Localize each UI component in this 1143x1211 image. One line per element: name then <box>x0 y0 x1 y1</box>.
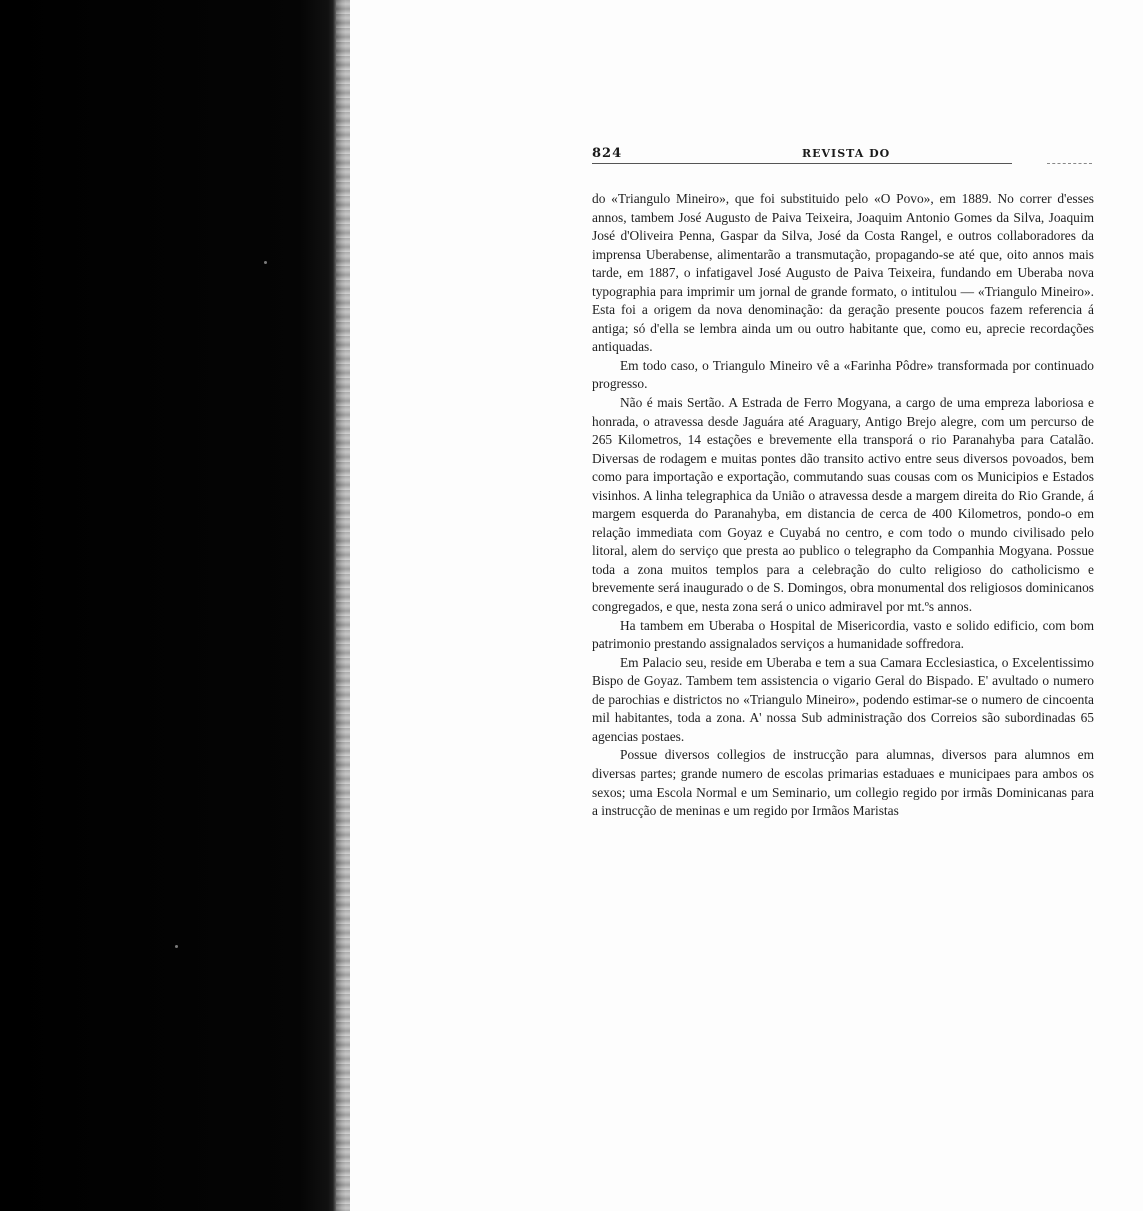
paragraph: do «Triangulo Mineiro», que foi substituido pelo «O Povo», em 1889. No correr d'esses annos, tambem José Augusto de Paiva Teixeira, Joaquim Antonio Gomes da Silva, Joaquim José d'Oliveira Penna, Gaspar da Silva, José da Costa Rangel, e outros collaboradores da imprensa Uberabense, alimentarão a transmutação, propagando-se até que, oito annos mais tarde, em 1887, o infatigavel José Augusto de Paiva Teixeira, fundando em Uberaba nova typographia para imprimir um jornal de grande formato, o intitulou — «Triangulo Mineiro». Esta foi a origem da nova denominação: da geração presente poucos fazem referencia á antiga; só d'ella se lembra ainda um ou outro habitante que, como eu, aprecie recordações antiquadas. <box>592 191 1094 355</box>
page-number: 824 <box>592 146 623 161</box>
paragraph: Não é mais Sertão. A Estrada de Ferro Mogyana, a cargo de uma empreza laboriosa e honrada, o atravessa desde Jaguára até Araguary, Antigo Brejo alegre, com um percurso de 265 Kilometros, 14 estações e brevemente ella transporá o rio Paranahyba para Catalão. Diversas de rodagem e muitas pontes dão transito activo entre seus diversos povoados, bem como para importação e exportação, commutando suas cousas com os Municipios e Estados visinhos. A linha telegraphica da União o atravessa desde a margem direita do Rio Grande, á margem esquerda do Paranahyba, em distancia de cerca de 400 Kilometros, pondo-o em relação immediata com Goyaz e Cuyabá no centro, e com todo o mundo civilisado pelo litoral, alem do serviço que presta ao publico o telegrapho da Companhia Mogyana. Possue toda a zona muitos templos para a celebração do culto religioso do catholicismo e brevemente será inaugurado o de S. Domingos, obra monumental dos religiosos dominicanos congregados, e que, nesta zona será o unico admiravel por mt.ºs annos. <box>592 395 1094 615</box>
paragraph: Ha tambem em Uberaba o Hospital de Misericordia, vasto e solido edificio, com bom patrimonio prestando assignalados serviços a humanidade soffredora. <box>592 617 1094 652</box>
paragraph: Em todo caso, o Triangulo Mineiro vê a «Farinha Pôdre» transformada por continuado progresso. <box>592 357 1094 392</box>
header-rule <box>592 163 1012 164</box>
paper-speck <box>175 945 178 948</box>
paragraph: Em Palacio seu, reside em Uberaba e tem a sua Camara Ecclesiastica, o Excelentissimo Bispo de Goyaz. Tambem tem assistencia o vigario Geral do Bispado. E' avultado o numero de parochias e districtos no «Triangulo Mineiro», podendo estimar-se o numero de cincoenta mil habitantes, toda a zona. A' nossa Sub administração dos Correios são subordinadas 65 agencias postaes. <box>592 654 1094 744</box>
body-text <box>592 190 1094 821</box>
scanner-shadow <box>0 0 336 1211</box>
text-page <box>592 146 1094 821</box>
page-edge-strip <box>336 0 350 1211</box>
header-rule-dash <box>1047 163 1092 165</box>
paper-speck <box>264 261 267 264</box>
running-head: REVISTA DO <box>802 147 891 160</box>
paragraph: Possue diversos collegios de instrucção para alumnas, diversos para alumnos em diversas partes; grande numero de escolas primarias estaduaes e municipaes para ambos os sexos; uma Escola Normal e um Seminario, um collegio regido por irmãs Dominicanas para a instrucção de meninas e um regido por Irmãos Maristas <box>592 747 1094 819</box>
page-header <box>592 146 1094 164</box>
